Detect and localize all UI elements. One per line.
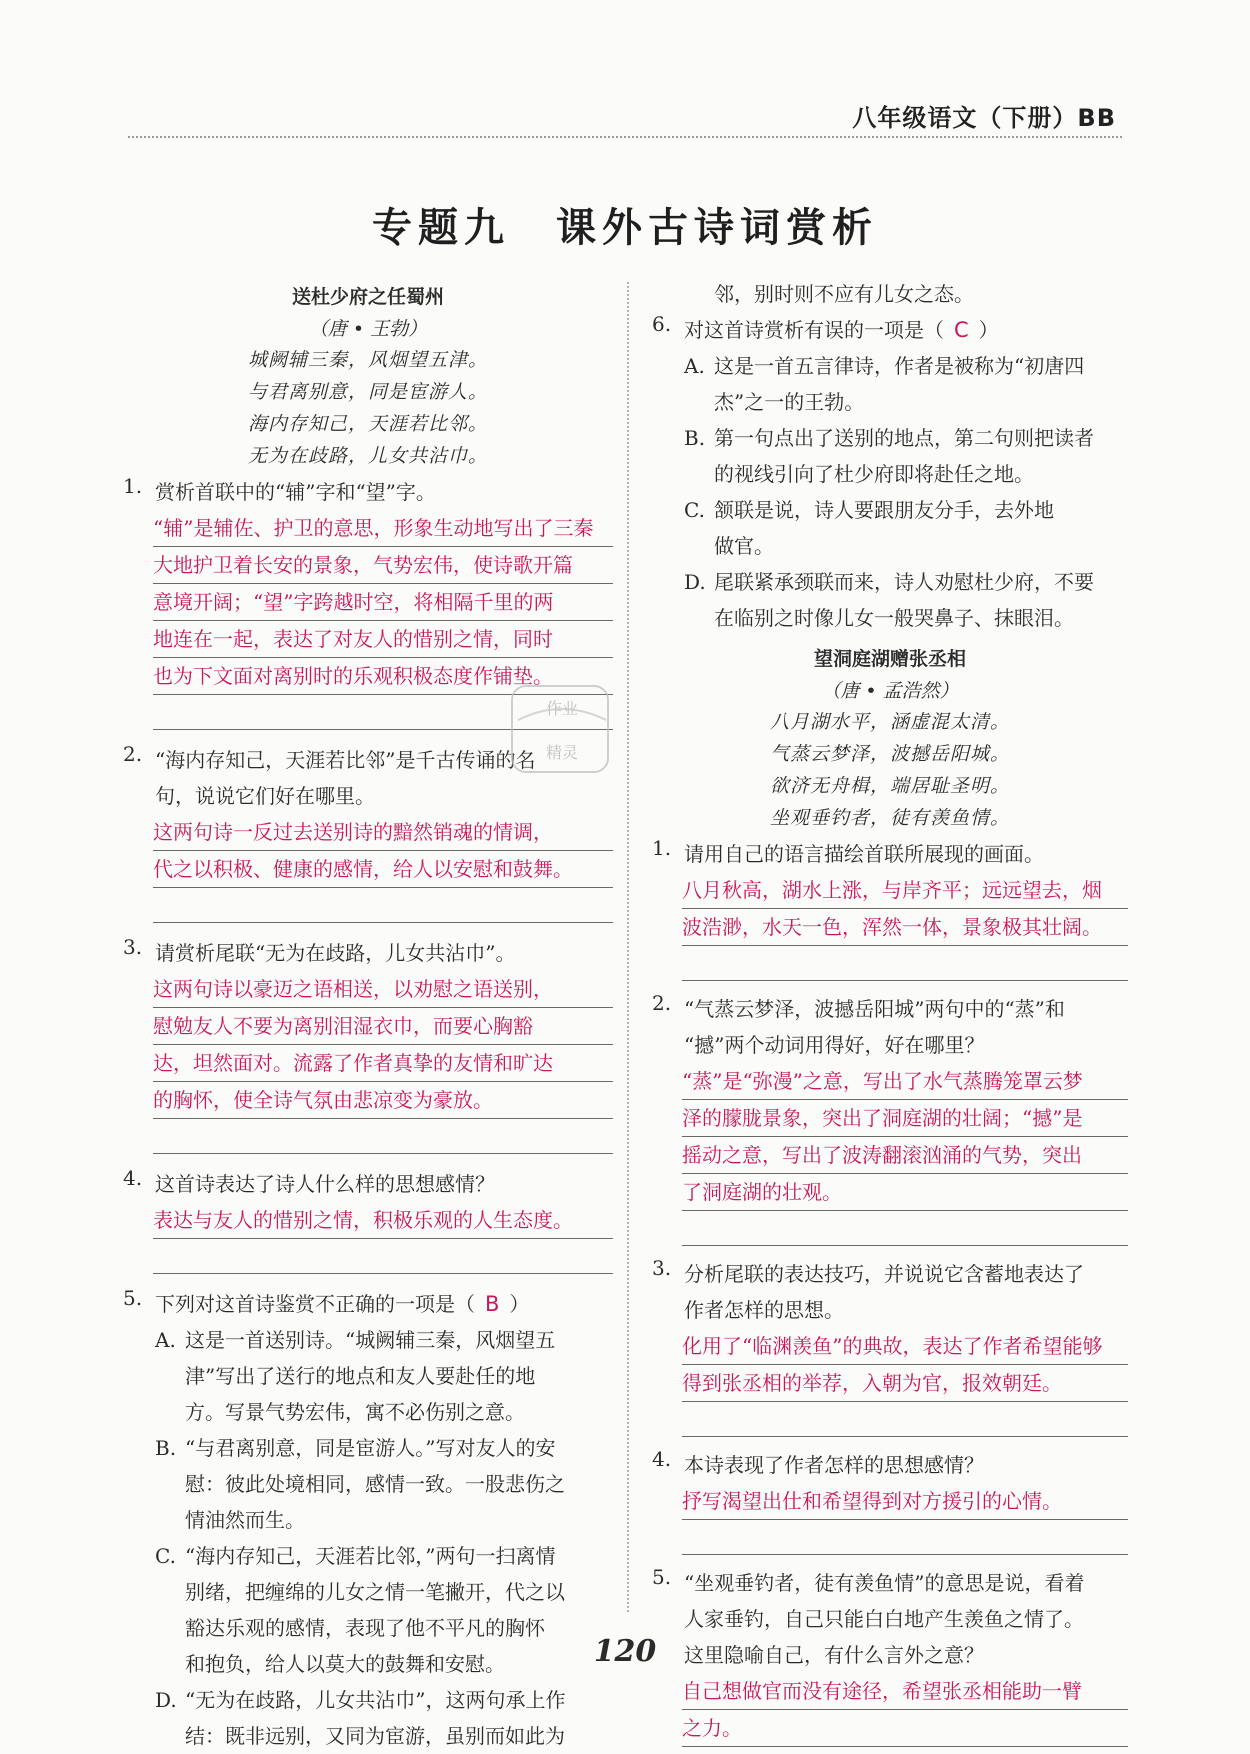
option-text [185, 1682, 613, 1754]
question-stem-end: ） [978, 318, 999, 342]
option-line: 结：既非远别，又同为宦游，虽别而如此为 [185, 1724, 565, 1748]
question-number: 3. [652, 1256, 672, 1280]
answer-line: 这两句诗一反过去送别诗的黯然销魂的情调， [153, 814, 613, 851]
option-a [155, 1322, 613, 1430]
page-number: 120 [593, 1634, 657, 1669]
answer-line: 地连在一起，表达了对友人的惜别之情，同时 [153, 621, 613, 658]
answer-line: 了洞庭湖的壮观。 [682, 1174, 1128, 1211]
question-text: 赏析首联中的“辅”字和“望”字。 [155, 480, 436, 504]
option-text [714, 420, 1128, 492]
option-line: 这是一首送别诗。“城阙辅三秦，风烟望五 [185, 1328, 556, 1352]
option-line: 和抱负，给人以莫大的鼓舞和安慰。 [185, 1652, 505, 1676]
blank-line [153, 1239, 613, 1274]
question-number: 5. [652, 1565, 672, 1589]
option-text [185, 1322, 613, 1430]
answer-block [682, 1063, 1128, 1211]
option-line: “无为在歧路，儿女共沾巾”，这两句承上作 [185, 1688, 566, 1712]
question-line: 人家垂钓，自己只能白白地产生羡鱼之情了。 [684, 1607, 1084, 1631]
option-line: 杰”之一的王勃。 [714, 390, 865, 414]
question-text: 本诗表现了作者怎样的思想感情？ [684, 1453, 984, 1477]
answer-line: 之力。 [682, 1710, 1128, 1747]
option-line: 在临别之时像儿女一般哭鼻子、抹眼泪。 [714, 606, 1074, 630]
question-4 [652, 1447, 1128, 1555]
question-text: 这首诗表达了诗人什么样的思想感情？ [155, 1172, 495, 1196]
poem-line: 气蒸云梦泽，波撼岳阳城。 [769, 743, 1010, 765]
option-line: 第一句点出了送别的地点，第二句则把读者 [714, 426, 1094, 450]
question-text [684, 991, 1128, 1063]
choice-answer: B [485, 1292, 500, 1316]
poem-author: （唐 • 孟浩然） [821, 680, 959, 702]
question-line: 这里隐喻自己，有什么言外之意？ [684, 1643, 984, 1667]
option-line: 这是一首五言律诗，作者是被称为“初唐四 [714, 354, 1085, 378]
question-1 [652, 836, 1128, 981]
continued-text: 邻，别时则不应有儿女之态。 [714, 282, 974, 306]
blank-line [682, 1211, 1128, 1246]
answer-line: 自己想做官而没有途径，希望张丞相能助一臂 [682, 1673, 1128, 1710]
option-text [714, 564, 1128, 636]
blank-line [682, 1520, 1128, 1555]
question-number: 2. [123, 742, 143, 766]
answer-line: 泽的朦胧景象，突出了洞庭湖的壮阔；“撼”是 [682, 1100, 1128, 1137]
question-text: 请赏析尾联“无为在歧路，儿女共沾巾”。 [155, 941, 516, 965]
option-a [684, 348, 1128, 420]
answer-block [153, 971, 613, 1119]
option-letter: B. [155, 1436, 177, 1460]
poem-line: 与君离别意，同是宦游人。 [247, 381, 488, 403]
blank-line [682, 946, 1128, 981]
question-2 [652, 991, 1128, 1246]
option-line: 的视线引向了杜少府即将赴任之地。 [714, 462, 1034, 486]
answer-line: 抒写渴望出仕和希望得到对方援引的心情。 [682, 1483, 1128, 1520]
blank-line [682, 1402, 1128, 1437]
poem-title: 望洞庭湖赠张丞相 [813, 648, 966, 670]
answer-block [153, 510, 613, 695]
question-text: 请用自己的语言描绘首联所展现的画面。 [684, 842, 1044, 866]
chapter-title: 专题九 课外古诗词赏析 [372, 204, 878, 251]
answer-line: 表达与友人的惜别之情，积极乐观的人生态度。 [153, 1202, 613, 1239]
option-d [155, 1682, 613, 1754]
answer-line: 也为下文面对离别时的乐观积极态度作铺垫。 [153, 658, 613, 695]
option-line: 做官。 [714, 534, 774, 558]
poem-line: 海内存知己，天涯若比邻。 [247, 413, 488, 435]
question-line: “坐观垂钓者，徒有羡鱼情”的意思是说，看着 [684, 1571, 1085, 1595]
question-3 [652, 1256, 1128, 1437]
option-text [714, 492, 1128, 564]
option-line: “海内存知己，天涯若比邻，”两句一扫离情 [185, 1544, 556, 1568]
answer-line: 意境开阔；“望”字跨越时空，将相隔千里的两 [153, 584, 613, 621]
answer-line: “蒸”是“弥漫”之意，写出了水气蒸腾笼罩云梦 [682, 1063, 1128, 1100]
blank-line [153, 1119, 613, 1154]
option-letter: D. [155, 1688, 177, 1712]
poem-line: 无为在歧路，儿女共沾巾。 [247, 445, 488, 467]
question-stem: 对这首诗赏析有误的一项是（ [684, 318, 944, 342]
choice-answer: C [954, 318, 969, 342]
poem-line: 八月湖水平，涵虚混太清。 [769, 711, 1010, 733]
question-number: 6. [652, 312, 672, 336]
question-number: 2. [652, 991, 672, 1015]
question-text [684, 1256, 1128, 1328]
stamp-line1: 作业 [545, 699, 579, 718]
option-text [185, 1430, 613, 1538]
question-stem: 下列对这首诗鉴赏不正确的一项是（ [155, 1292, 475, 1316]
option-line: 颔联是说，诗人要跟朋友分手，去外地 [714, 498, 1054, 522]
question-number: 5. [123, 1286, 143, 1310]
question-line: “气蒸云梦泽，波撼岳阳城”两句中的“蒸”和 [684, 997, 1065, 1021]
stamp-line2: 精灵 [545, 743, 579, 762]
answer-block [153, 814, 613, 888]
option-line: 豁达乐观的感情，表现了他不平凡的胸怀 [185, 1616, 545, 1640]
option-line: 情油然而生。 [185, 1508, 305, 1532]
option-line: 别绪，把缠绵的儿女之情一笔撇开，代之以 [185, 1580, 565, 1604]
question-3 [123, 935, 613, 1154]
option-line: 方。写景气势宏伟，寓不必伤别之意。 [185, 1400, 525, 1424]
question-text [684, 312, 1128, 348]
question-stem-end: ） [509, 1292, 530, 1316]
answer-line: 达，坦然面对。流露了作者真挚的友情和旷达 [153, 1045, 613, 1082]
answer-line: 摇动之意，写出了波涛翻滚汹涌的气势，突出 [682, 1137, 1128, 1174]
poem-author: （唐 • 王勃） [308, 318, 428, 340]
right-column [652, 280, 1128, 1747]
option-line: 津”写出了送行的地点和友人要赴任的地 [185, 1364, 536, 1388]
column-divider [627, 282, 629, 1612]
question-number: 4. [123, 1166, 143, 1190]
poem-line: 城阙辅三秦，风烟望五津。 [247, 349, 488, 371]
option-letter: C. [684, 498, 705, 522]
question-number: 1. [652, 836, 672, 860]
answer-block [682, 872, 1128, 946]
option-line: 慰：彼此处境相同，感情一致。一股悲伤之 [185, 1472, 565, 1496]
watermark-stamp-icon [508, 680, 616, 780]
blank-line [153, 888, 613, 923]
question-line: “海内存知己，天涯若比邻”是千古传诵的名 [155, 748, 536, 772]
question-text [155, 1286, 613, 1322]
question-number: 3. [123, 935, 143, 959]
book-title: 八年级语文（下册）BB [852, 104, 1116, 132]
answer-line: 八月秋高，湖水上涨，与岸齐平；远远望去，烟 [682, 872, 1128, 909]
answer-line: 化用了“临渊羡鱼”的典故，表达了作者希望能够 [682, 1328, 1128, 1365]
answer-block [153, 1202, 613, 1239]
answer-block [682, 1483, 1128, 1520]
question-5 [123, 1286, 613, 1754]
left-column [123, 280, 613, 1754]
page-header [128, 96, 1122, 138]
option-text [714, 348, 1128, 420]
question-4 [123, 1166, 613, 1274]
option-d [684, 564, 1128, 636]
answer-line: “辅”是辅佐、护卫的意思，形象生动地写出了三秦 [153, 510, 613, 547]
question-line: “撼”两个动词用得好，好在哪里？ [684, 1033, 985, 1057]
poem-title: 送杜少府之任蜀州 [291, 286, 444, 308]
option-letter: B. [684, 426, 706, 450]
question-number: 4. [652, 1447, 672, 1471]
answer-line: 慰勉友人不要为离别泪湿衣巾，而要心胸豁 [153, 1008, 613, 1045]
option-letter: A. [155, 1328, 176, 1352]
answer-line: 的胸怀，使全诗气氛由悲凉变为豪放。 [153, 1082, 613, 1119]
answer-line: 波浩渺，水天一色，浑然一体，景象极其壮阔。 [682, 909, 1128, 946]
option-letter: C. [155, 1544, 176, 1568]
answer-line: 这两句诗以豪迈之语相送，以劝慰之语送别， [153, 971, 613, 1008]
option-letter: A. [684, 354, 705, 378]
option-line: 尾联紧承颈联而来，诗人劝慰杜少府，不要 [714, 570, 1094, 594]
option-letter: D. [684, 570, 706, 594]
option-b [155, 1430, 613, 1538]
question-line: 作者怎样的思想。 [684, 1298, 844, 1322]
answer-line: 代之以积极、健康的感情，给人以安慰和鼓舞。 [153, 851, 613, 888]
question-6 [652, 312, 1128, 636]
option-b [684, 420, 1128, 492]
question-number: 1. [123, 474, 143, 498]
answer-block [682, 1328, 1128, 1402]
option-c [684, 492, 1128, 564]
question-line: 分析尾联的表达技巧，并说说它含蓄地表达了 [684, 1262, 1084, 1286]
answer-line: 大地护卫着长安的景象，气势宏伟，使诗歌开篇 [153, 547, 613, 584]
question-line: 句，说说它们好在哪里。 [155, 784, 375, 808]
poem-line: 坐观垂钓者，徒有羡鱼情。 [769, 807, 1010, 829]
poem-line: 欲济无舟楫，端居耻圣明。 [769, 775, 1010, 797]
answer-line: 得到张丞相的举荐，入朝为官，报效朝廷。 [682, 1365, 1128, 1402]
option-line: “与君离别意，同是宦游人。”写对友人的安 [185, 1436, 556, 1460]
